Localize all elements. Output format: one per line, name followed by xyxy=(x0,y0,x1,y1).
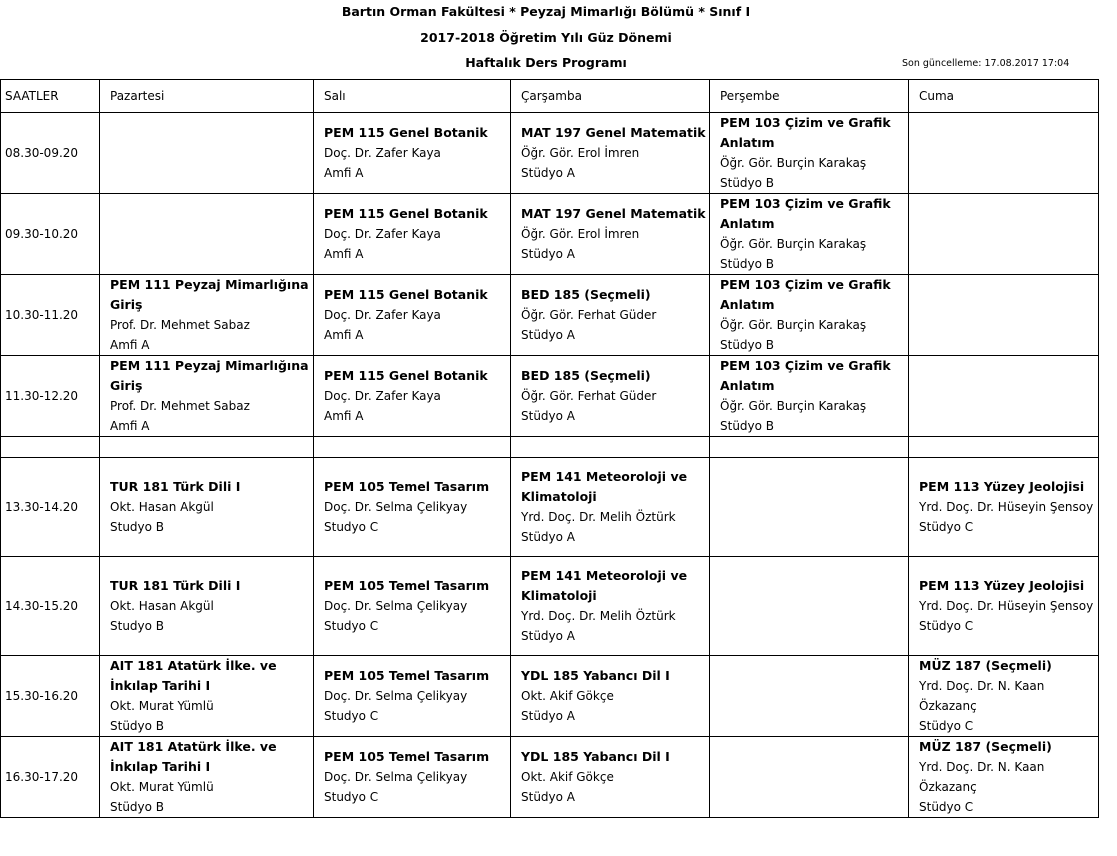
classroom: Studyo C xyxy=(324,709,379,723)
class-cell-tuesday xyxy=(314,356,511,437)
class-cell-thursday xyxy=(710,656,909,737)
class-cell-monday xyxy=(100,737,314,818)
header-row xyxy=(1,80,1099,113)
class-cell-thursday xyxy=(710,113,909,194)
course-name: MÜZ 187 (Seçmeli) xyxy=(919,739,1052,754)
class-cell-wednesday xyxy=(511,356,710,437)
instructor-name: Doç. Dr. Zafer Kaya xyxy=(324,146,441,160)
classroom: Stüdyo C xyxy=(919,719,974,733)
classroom: Stüdyo A xyxy=(521,709,576,723)
class-cell-friday xyxy=(909,113,1099,194)
class-cell-thursday xyxy=(710,356,909,437)
classroom: Studyo C xyxy=(324,520,379,534)
classroom: Stüdyo A xyxy=(521,790,576,804)
class-cell-friday xyxy=(909,656,1099,737)
class-cell-friday xyxy=(909,458,1099,557)
instructor-name: Doç. Dr. Zafer Kaya xyxy=(324,389,441,403)
instructor-name: Öğr. Gör. Burçin Karakaş xyxy=(720,399,867,413)
course-name: PEM 113 Yüzey Jeolojisi xyxy=(919,578,1085,593)
classroom: Stüdyo A xyxy=(521,328,576,342)
course-name: PEM 105 Temel Tasarım xyxy=(324,479,490,494)
lunch-break-row xyxy=(1,437,1099,458)
column-header-friday: Cuma xyxy=(909,80,1099,113)
class-cell-friday xyxy=(909,194,1099,275)
classroom: Stüdyo A xyxy=(521,409,576,423)
classroom: Stüdyo C xyxy=(919,619,974,633)
classroom: Stüdyo A xyxy=(521,166,576,180)
class-cell-thursday xyxy=(710,194,909,275)
instructor-name: Yrd. Doç. Dr. N. Kaan Özkazanç xyxy=(919,760,1045,794)
empty-cell xyxy=(100,437,314,458)
instructor-name: Öğr. Gör. Erol İmren xyxy=(521,146,640,160)
class-cell-wednesday xyxy=(511,656,710,737)
column-header-thursday: Perşembe xyxy=(710,80,909,113)
time-slot: 16.30-17.20 xyxy=(1,737,100,818)
instructor-name: Doç. Dr. Selma Çelikyay xyxy=(324,770,468,784)
class-cell-friday xyxy=(909,557,1099,656)
course-name: PEM 141 Meteoroloji ve Klimatoloji xyxy=(521,469,688,504)
class-cell-friday xyxy=(909,356,1099,437)
classroom: Stüdyo A xyxy=(521,530,576,544)
course-name: PEM 111 Peyzaj Mimarlığına Giriş xyxy=(110,358,309,393)
instructor-name: Öğr. Gör. Burçin Karakaş xyxy=(720,318,867,332)
class-cell-thursday xyxy=(710,458,909,557)
schedule-row xyxy=(1,737,1099,818)
instructor-name: Okt. Murat Yümlü xyxy=(110,780,214,794)
instructor-name: Doç. Dr. Selma Çelikyay xyxy=(324,500,468,514)
course-name: PEM 115 Genel Botanik xyxy=(324,206,488,221)
course-name: YDL 185 Yabancı Dil I xyxy=(521,668,670,683)
course-name: AIT 181 Atatürk İlke. ve İnkılap Tarihi I xyxy=(110,739,277,774)
instructor-name: Okt. Akif Gökçe xyxy=(521,770,614,784)
schedule-row xyxy=(1,275,1099,356)
course-name: PEM 113 Yüzey Jeolojisi xyxy=(919,479,1085,494)
classroom: Stüdyo A xyxy=(521,629,576,643)
column-header-tuesday: Salı xyxy=(314,80,511,113)
instructor-name: Doç. Dr. Selma Çelikyay xyxy=(324,599,468,613)
class-cell-thursday xyxy=(710,275,909,356)
class-cell-monday xyxy=(100,356,314,437)
classroom: Amfi A xyxy=(324,409,364,423)
instructor-name: Prof. Dr. Mehmet Sabaz xyxy=(110,318,250,332)
schedule-subtitle: Haftalık Ders Programı xyxy=(465,55,627,70)
class-cell-monday xyxy=(100,458,314,557)
class-cell-tuesday xyxy=(314,458,511,557)
course-name: MÜZ 187 (Seçmeli) xyxy=(919,658,1052,673)
course-name: PEM 103 Çizim ve Grafik Anlatım xyxy=(720,196,891,231)
class-cell-friday xyxy=(909,275,1099,356)
instructor-name: Doç. Dr. Zafer Kaya xyxy=(324,227,441,241)
classroom: Studyo B xyxy=(110,619,165,633)
instructor-name: Öğr. Gör. Erol İmren xyxy=(521,227,640,241)
class-cell-monday xyxy=(100,656,314,737)
classroom: Amfi A xyxy=(110,419,150,433)
column-header-monday: Pazartesi xyxy=(100,80,314,113)
instructor-name: Öğr. Gör. Burçin Karakaş xyxy=(720,156,867,170)
classroom: Amfi A xyxy=(110,338,150,352)
class-cell-monday xyxy=(100,275,314,356)
course-name: TUR 181 Türk Dili I xyxy=(110,578,241,593)
schedule-row xyxy=(1,356,1099,437)
classroom: Stüdyo B xyxy=(720,176,775,190)
schedule-row xyxy=(1,113,1099,194)
classroom: Studyo C xyxy=(324,790,379,804)
schedule-row xyxy=(1,194,1099,275)
schedule-row xyxy=(1,656,1099,737)
course-name: PEM 111 Peyzaj Mimarlığına Giriş xyxy=(110,277,309,312)
course-name: PEM 103 Çizim ve Grafik Anlatım xyxy=(720,358,891,393)
class-cell-friday xyxy=(909,737,1099,818)
instructor-name: Doç. Dr. Zafer Kaya xyxy=(324,308,441,322)
class-cell-wednesday xyxy=(511,458,710,557)
classroom: Stüdyo A xyxy=(521,247,576,261)
class-cell-monday xyxy=(100,113,314,194)
course-name: PEM 105 Temel Tasarım xyxy=(324,749,490,764)
instructor-name: Öğr. Gör. Ferhat Güder xyxy=(521,308,657,322)
course-name: PEM 115 Genel Botanik xyxy=(324,368,488,383)
schedule-table xyxy=(0,79,1099,818)
course-name: MAT 197 Genel Matematik xyxy=(521,206,706,221)
instructor-name: Öğr. Gör. Burçin Karakaş xyxy=(720,237,867,251)
course-name: PEM 115 Genel Botanik xyxy=(324,287,488,302)
time-slot: 10.30-11.20 xyxy=(1,275,100,356)
class-cell-tuesday xyxy=(314,557,511,656)
term-title: 2017-2018 Öğretim Yılı Güz Dönemi xyxy=(420,30,672,45)
instructor-name: Yrd. Doç. Dr. N. Kaan Özkazanç xyxy=(919,679,1045,713)
time-slot: 13.30-14.20 xyxy=(1,458,100,557)
classroom: Stüdyo B xyxy=(110,800,165,814)
instructor-name: Yrd. Doç. Dr. Melih Öztürk xyxy=(521,510,676,524)
class-cell-wednesday xyxy=(511,194,710,275)
classroom: Stüdyo B xyxy=(720,419,775,433)
course-name: PEM 105 Temel Tasarım xyxy=(324,668,490,683)
time-slot: 15.30-16.20 xyxy=(1,656,100,737)
class-cell-wednesday xyxy=(511,113,710,194)
classroom: Amfi A xyxy=(324,166,364,180)
classroom: Stüdyo C xyxy=(919,800,974,814)
empty-cell xyxy=(511,437,710,458)
course-name: YDL 185 Yabancı Dil I xyxy=(521,749,670,764)
instructor-name: Yrd. Doç. Dr. Hüseyin Şensoy xyxy=(919,599,1094,613)
class-cell-monday xyxy=(100,194,314,275)
empty-cell xyxy=(710,437,909,458)
schedule-row xyxy=(1,557,1099,656)
course-name: AIT 181 Atatürk İlke. ve İnkılap Tarihi I xyxy=(110,658,277,693)
course-name: PEM 141 Meteoroloji ve Klimatoloji xyxy=(521,568,688,603)
schedule-header xyxy=(0,0,1117,80)
course-name: PEM 105 Temel Tasarım xyxy=(324,578,490,593)
class-cell-tuesday xyxy=(314,194,511,275)
class-cell-wednesday xyxy=(511,737,710,818)
class-cell-monday xyxy=(100,557,314,656)
classroom: Studyo C xyxy=(324,619,379,633)
schedule-row xyxy=(1,458,1099,557)
class-cell-wednesday xyxy=(511,275,710,356)
classroom: Amfi A xyxy=(324,328,364,342)
instructor-name: Öğr. Gör. Ferhat Güder xyxy=(521,389,657,403)
classroom: Stüdyo B xyxy=(110,719,165,733)
instructor-name: Okt. Murat Yümlü xyxy=(110,699,214,713)
instructor-name: Yrd. Doç. Dr. Melih Öztürk xyxy=(521,609,676,623)
time-slot: 09.30-10.20 xyxy=(1,194,100,275)
class-cell-thursday xyxy=(710,737,909,818)
time-slot: 08.30-09.20 xyxy=(1,113,100,194)
empty-cell xyxy=(1,437,100,458)
instructor-name: Okt. Akif Gökçe xyxy=(521,689,614,703)
instructor-name: Doç. Dr. Selma Çelikyay xyxy=(324,689,468,703)
class-cell-wednesday xyxy=(511,557,710,656)
course-name: TUR 181 Türk Dili I xyxy=(110,479,241,494)
classroom: Stüdyo B xyxy=(720,257,775,271)
column-header-time: SAATLER xyxy=(1,80,100,113)
course-name: BED 185 (Seçmeli) xyxy=(521,287,651,302)
course-name: PEM 115 Genel Botanik xyxy=(324,125,488,140)
instructor-name: Okt. Hasan Akgül xyxy=(110,599,214,613)
classroom: Stüdyo C xyxy=(919,520,974,534)
time-slot: 11.30-12.20 xyxy=(1,356,100,437)
time-slot: 14.30-15.20 xyxy=(1,557,100,656)
instructor-name: Okt. Hasan Akgül xyxy=(110,500,214,514)
classroom: Stüdyo B xyxy=(720,338,775,352)
course-name: PEM 103 Çizim ve Grafik Anlatım xyxy=(720,115,891,150)
class-cell-thursday xyxy=(710,557,909,656)
empty-cell xyxy=(909,437,1099,458)
instructor-name: Prof. Dr. Mehmet Sabaz xyxy=(110,399,250,413)
class-cell-tuesday xyxy=(314,113,511,194)
classroom: Amfi A xyxy=(324,247,364,261)
empty-cell xyxy=(314,437,511,458)
last-updated: Son güncelleme: 17.08.2017 17:04 xyxy=(902,58,1070,69)
classroom: Studyo B xyxy=(110,520,165,534)
instructor-name: Yrd. Doç. Dr. Hüseyin Şensoy xyxy=(919,500,1094,514)
faculty-title: Bartın Orman Fakültesi * Peyzaj Mimarlığı Bölümü * Sınıf I xyxy=(341,4,751,19)
class-cell-tuesday xyxy=(314,275,511,356)
course-name: BED 185 (Seçmeli) xyxy=(521,368,651,383)
class-cell-tuesday xyxy=(314,656,511,737)
class-cell-tuesday xyxy=(314,737,511,818)
course-name: PEM 103 Çizim ve Grafik Anlatım xyxy=(720,277,891,312)
course-name: MAT 197 Genel Matematik xyxy=(521,125,706,140)
column-header-wednesday: Çarşamba xyxy=(511,80,710,113)
